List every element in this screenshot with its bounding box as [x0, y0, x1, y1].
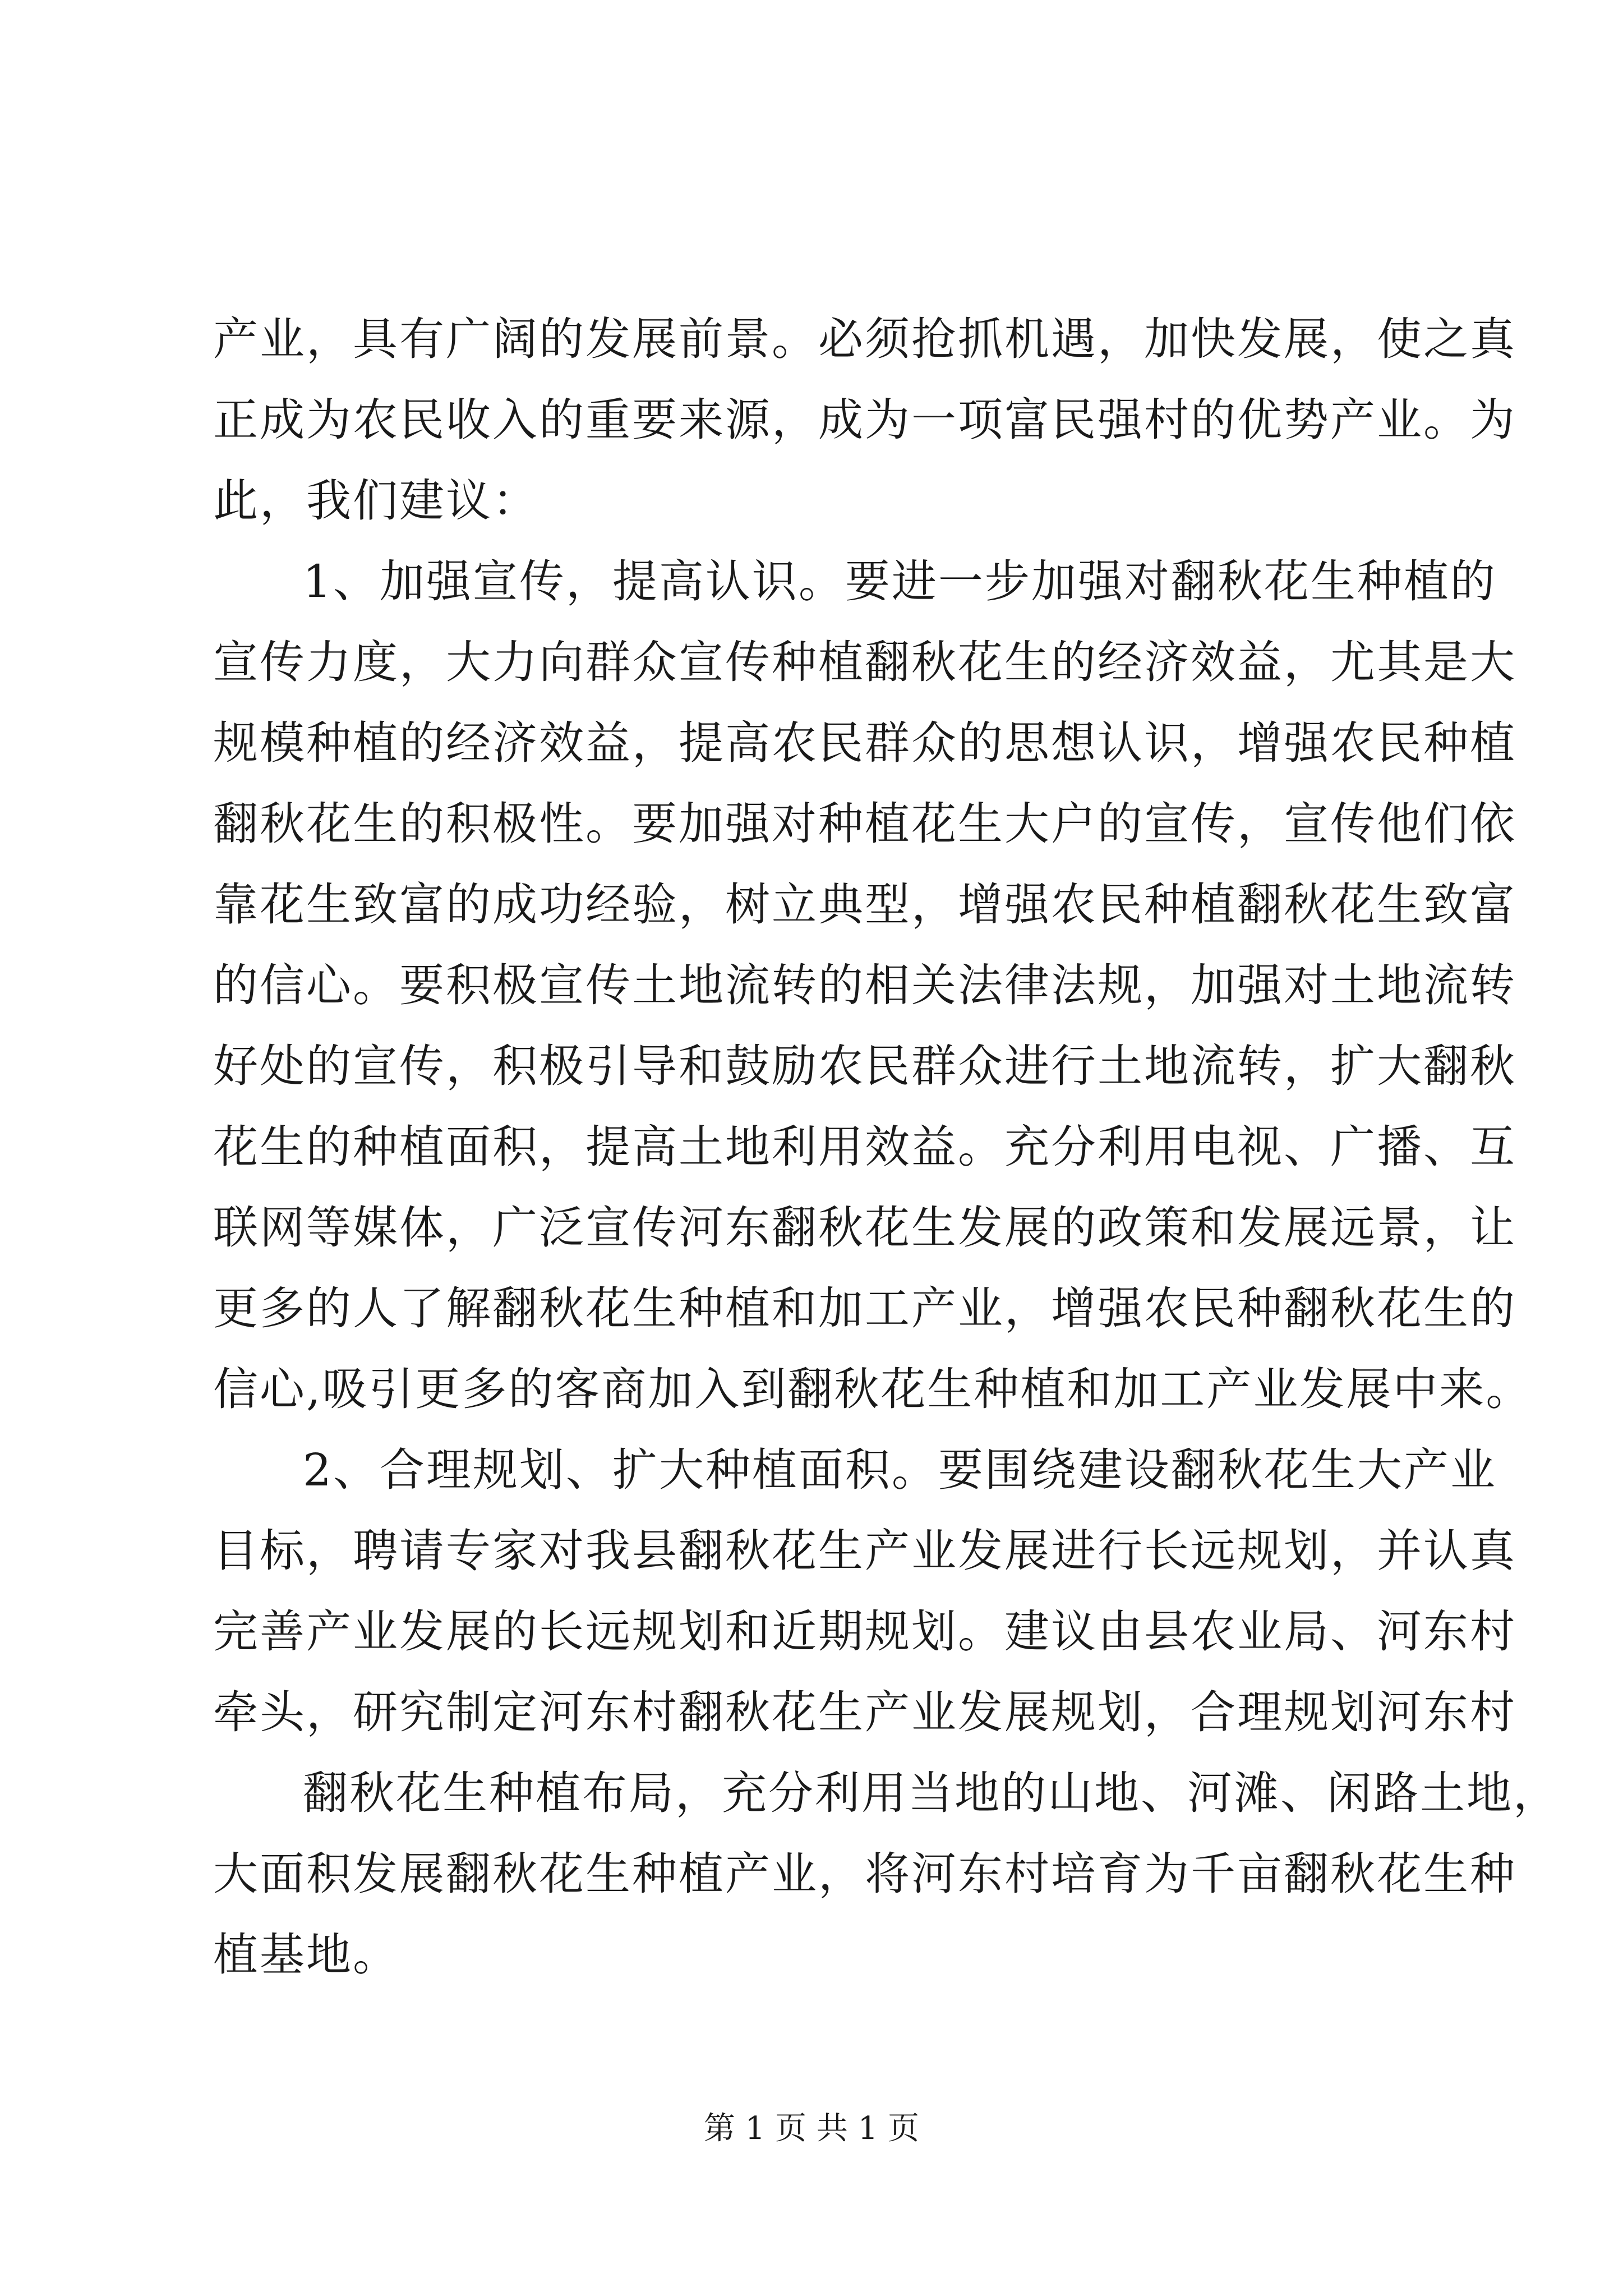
text-line-12: 联网等媒体，广泛宣传河东翻秋花生发展的政策和发展远景，让 [213, 1202, 1516, 1254]
text-line-2: 正成为农民收入的重要来源，成为一项富民强村的优势产业。为 [213, 394, 1516, 446]
text-line-6: 规模种植的经济效益，提高农民群众的思想认识，增强农民种植 [213, 717, 1516, 769]
text-line-19: 翻秋花生种植布局，充分利用当地的山地、河滩、闲路土地， [303, 1767, 1560, 1819]
text-line-21: 植基地。 [213, 1929, 399, 1981]
text-line-10: 好处的宣传，积极引导和鼓励农民群众进行土地流转，扩大翻秋 [213, 1040, 1516, 1092]
text-line-20: 大面积发展翻秋花生种植产业，将河东村培育为千亩翻秋花生种 [213, 1848, 1516, 1900]
paragraph-1-heading-line: 1、加强宣传，提高认识。要进一步加强对翻秋花生种植的 [303, 555, 1497, 608]
text-line-18: 牵头，研究制定河东村翻秋花生产业发展规划，合理规划河东村 [213, 1686, 1516, 1738]
text-line-14: 信心,吸引更多的客商加入到翻秋花生种植和加工产业发展中来。 [213, 1363, 1533, 1415]
text-line-5: 宣传力度，大力向群众宣传种植翻秋花生的经济效益，尤其是大 [213, 636, 1516, 688]
text-line-1: 产业，具有广阔的发展前景。必须抢抓机遇，加快发展，使之真 [213, 313, 1516, 365]
text-line-3: 此，我们建议： [213, 475, 539, 527]
text-line-8: 靠花生致富的成功经验，树立典型，增强农民种植翻秋花生致富 [213, 878, 1516, 931]
text-line-16: 目标，聘请专家对我县翻秋花生产业发展进行长远规划，并认真 [213, 1525, 1516, 1577]
text-line-9: 的信心。要积极宣传土地流转的相关法律法规，加强对土地流转 [213, 959, 1516, 1011]
text-line-11: 花生的种植面积，提高土地利用效益。充分利用电视、广播、互 [213, 1121, 1516, 1173]
page-footer: 第 1 页 共 1 页 [703, 2110, 920, 2147]
text-line-17: 完善产业发展的长远规划和近期规划。建议由县农业局、河东村 [213, 1605, 1516, 1658]
text-line-7: 翻秋花生的积极性。要加强对种植花生大户的宣传，宣传他们依 [213, 798, 1516, 850]
paragraph-2-heading-line: 2、合理规划、扩大种植面积。要围绕建设翻秋花生大产业 [303, 1444, 1497, 1496]
text-line-13: 更多的人了解翻秋花生种植和加工产业，增强农民种翻秋花生的 [213, 1282, 1516, 1335]
